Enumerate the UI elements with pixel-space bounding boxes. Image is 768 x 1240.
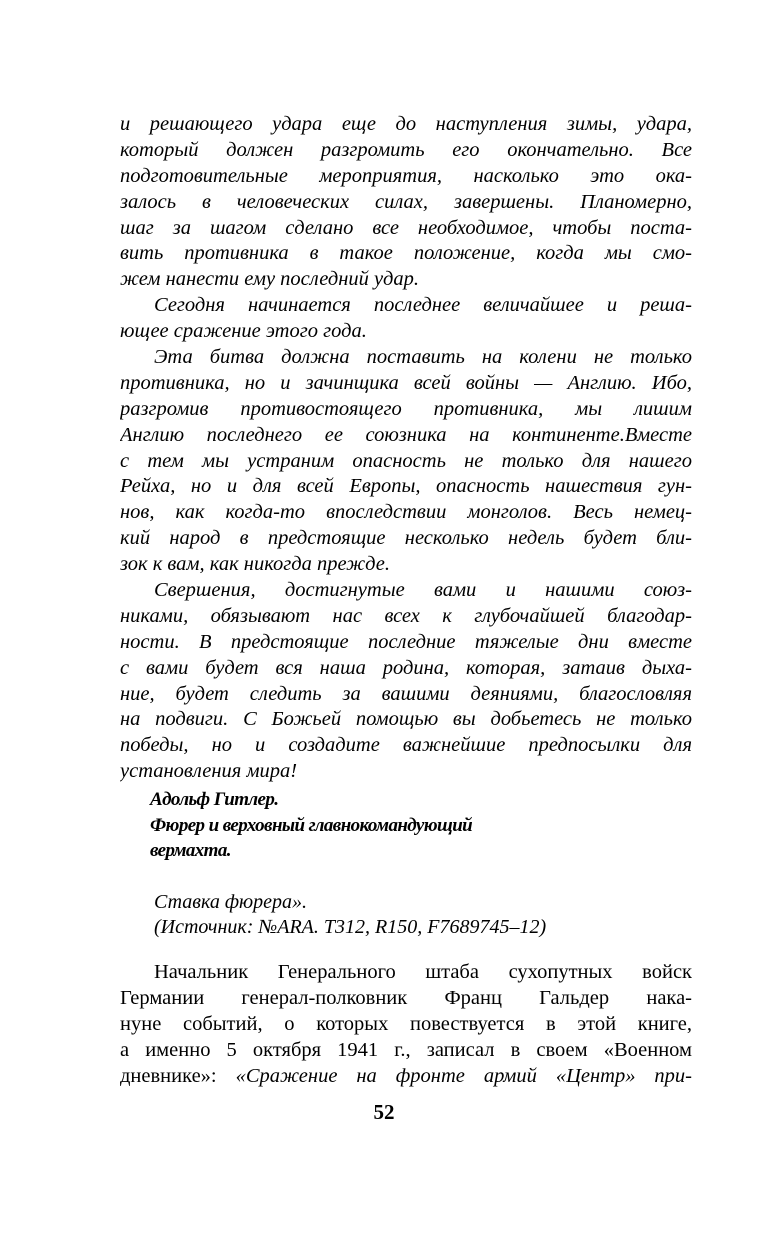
page-number: 52 xyxy=(373,1100,395,1124)
quote-line: ющее сражение этого года. xyxy=(120,320,367,343)
quote-line: зок к вам, как никогда прежде. xyxy=(120,553,391,576)
quote-line: с вами будет вся наша родина, которая, затаив дыха- xyxy=(120,656,692,679)
quote-line: Эта битва должна поставить на колени не только xyxy=(154,346,692,369)
quote-line: разгромив противостоящего противника, мы лишим xyxy=(120,397,692,420)
source-place: Ставка фюрера». xyxy=(154,891,308,913)
quote-line: и решающего удара еще до наступления зимы, удара, xyxy=(120,113,692,135)
quote-line: победы, но и создадите важнейшие предпосылки для xyxy=(120,734,692,757)
body-line: нуне событий, о которых повествуется в этой книге, xyxy=(120,1012,692,1035)
quote-line: шаг за шагом сделано все необходимое, чтобы поста- xyxy=(120,216,692,239)
body-line: Германии генерал-полковник Франц Гальдер нака- xyxy=(120,986,692,1009)
quote-line: Рейха, но и для всей Европы, опасность нашествия гун- xyxy=(120,475,692,498)
quote-text xyxy=(120,112,692,785)
quote-line: залось в человеческих силах, завершены. Планомерно, xyxy=(120,190,692,213)
body-line: Начальник Генерального штаба сухопутных войск xyxy=(154,961,692,983)
quote-line: противника, но и зачинщика всей войны — Англию. Ибо, xyxy=(120,371,692,394)
quote-line: Англию последнего ее союзника на континенте.Вместе xyxy=(120,423,692,446)
quote-line: установления мира! xyxy=(120,760,298,783)
quote-line: нов, как когда-то впоследствии монголов. Весь немец- xyxy=(120,501,692,524)
quote-line: кий народ в предстоящие несколько недель будет бли- xyxy=(120,527,692,550)
quote-line: который должен разгромить его окончательно. Все xyxy=(120,138,692,161)
quote-line: ние, будет следить за вашими деяниями, благословляя xyxy=(120,682,692,705)
body-quote-italic: «Сражение на фронте армий «Центр» при- xyxy=(235,1064,692,1087)
body-paragraph xyxy=(120,960,692,1089)
body-text: дневнике»: xyxy=(120,1064,236,1087)
quote-line: подготовительные мероприятия, насколько это ока- xyxy=(120,164,692,187)
quote-line: на подвиги. С Божьей помощью вы добьетесь не только xyxy=(120,708,692,731)
signature-title: Фюрер и верховный главнокомандующий xyxy=(150,814,473,836)
quote-line: ности. В предстоящие последние тяжелые дни вместе xyxy=(120,630,692,653)
signature-block xyxy=(150,787,690,864)
source-citation: (Источник: №ARA. T312, R150, F7689745–12) xyxy=(154,915,547,938)
quote-line: жем нанести ему последний удар. xyxy=(120,268,420,291)
quote-line: с тем мы устраним опасность не только для нашего xyxy=(120,449,692,472)
quote-line: Свершения, достигнутые вами и нашими союз- xyxy=(154,579,692,602)
quote-line: никами, обязывают нас всех к глубочайшей благодар- xyxy=(120,604,692,627)
quote-line: Сегодня начинается последнее величайшее и реша- xyxy=(154,294,692,317)
signature-title-cont: вермахта. xyxy=(150,840,231,861)
signature-name: Адольф Гитлер. xyxy=(150,789,279,810)
quote-line: вить противника в такое положение, когда мы смо- xyxy=(120,242,692,265)
body-line: а именно 5 октября 1941 г., записал в своем «Военном xyxy=(120,1038,692,1061)
source-block xyxy=(154,890,694,939)
body-line-last xyxy=(120,1064,692,1090)
